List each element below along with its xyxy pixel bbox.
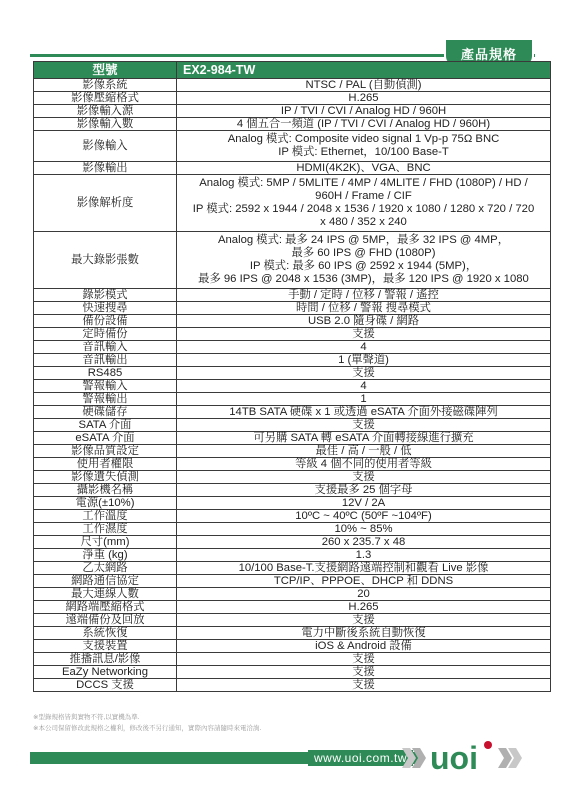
table-row [34,562,551,575]
table-row [34,523,551,536]
table-row [34,393,551,406]
row-label: 最大錄影張數 [34,232,177,289]
row-label: 快速搜尋 [34,302,177,315]
row-label: 音訊輸出 [34,354,177,367]
table-row [34,588,551,601]
row-value: 4 [177,341,551,354]
table-row [34,79,551,92]
row-label: 影像品質設定 [34,445,177,458]
footnote: ※本公司保留修改此規格之權利，修改後不另行通知，實際內容請隨時來電洽詢. [33,725,262,732]
footnote: ※型錄規格皆與實物不符,以實機為準. [33,714,140,721]
row-value: 1 [177,393,551,406]
row-label: 影像輸入源 [34,105,177,118]
row-label: 警報輸出 [34,393,177,406]
row-value: 4 個五合一頻道 (IP / TVI / CVI / Analog HD / 960H) [177,118,551,131]
table-row [34,315,551,328]
table-row [34,92,551,105]
row-value: HDMI(4K2K)、VGA、BNC [177,162,551,175]
row-value: Analog 模式: 5MP / 5MLITE / 4MP / 4MLITE / FHD (1080P) / HD / 960H / Frame / CIF IP 模式: 2592 x 1944 / 2048 x 1536 / 1920 x 1080 / 1280 x 720 / 720 x 480 / 352 x 240 [177,175,551,232]
row-value: Analog 模式: Composite video signal 1 Vp-p 75Ω BNC IP 模式: Ethernet，10/100 Base-T [177,131,551,162]
table-row [34,105,551,118]
row-label: RS485 [34,367,177,380]
row-value: TCP/IP、PPPOE、DHCP 和 DDNS [177,575,551,588]
table-row [34,419,551,432]
row-label: eSATA 介面 [34,432,177,445]
table-row [34,380,551,393]
table-row [34,497,551,510]
row-value: USB 2.0 隨身碟 / 網路 [177,315,551,328]
row-value: 時間 / 位移 / 警報 搜尋模式 [177,302,551,315]
row-value: 20 [177,588,551,601]
row-value: 260 x 235.7 x 48 [177,536,551,549]
row-value: 支援 [177,419,551,432]
row-label: 網路通信協定 [34,575,177,588]
row-label: 影像解析度 [34,175,177,232]
row-label: 錄影模式 [34,289,177,302]
row-label: 影像輸出 [34,162,177,175]
spec-badge: 產品規格 [444,38,534,68]
row-label: 工作濕度 [34,523,177,536]
row-label: 淨重 (kg) [34,549,177,562]
row-value: 10% ~ 85% [177,523,551,536]
table-row [34,575,551,588]
table-row [34,175,551,232]
row-value: iOS & Android 設備 [177,640,551,653]
table-row [34,458,551,471]
row-value: 電力中斷後系統自動恢復 [177,627,551,640]
row-value: 支援 [177,471,551,484]
table-row [34,627,551,640]
row-value: 最佳 / 高 / 一般 / 低 [177,445,551,458]
row-label: 影像輸入 [34,131,177,162]
table-row [34,679,551,692]
row-value: 支援 [177,367,551,380]
table-row [34,471,551,484]
row-label: 硬碟儲存 [34,406,177,419]
row-label: 網路端壓縮格式 [34,601,177,614]
row-value: H.265 [177,601,551,614]
row-value: 1 (單聲道) [177,354,551,367]
spec-table [33,61,551,692]
svg-text:uoi: uoi [430,740,478,776]
table-row [34,666,551,679]
row-value: 等級 4 個不同的使用者等級 [177,458,551,471]
table-row [34,536,551,549]
table-row [34,232,551,289]
row-label: DCCS 支援 [34,679,177,692]
header-label: 型號 [34,62,177,79]
row-label: 音訊輸入 [34,341,177,354]
table-row [34,601,551,614]
uoi-logo [402,738,537,778]
row-label: 攝影機名稱 [34,484,177,497]
row-label: 乙太網路 [34,562,177,575]
row-label: 工作溫度 [34,510,177,523]
row-value: 支援 [177,653,551,666]
row-value: 1.3 [177,549,551,562]
table-row [34,653,551,666]
row-label: 最大連線人數 [34,588,177,601]
row-label: 支援裝置 [34,640,177,653]
row-value: 支援 [177,679,551,692]
row-label: 系統恢復 [34,627,177,640]
model-name: EX2-984-TW [177,62,551,79]
row-value: Analog 模式: 最多 24 IPS @ 5MP，最多 32 IPS @ 4MP， 最多 60 IPS @ FHD (1080P) IP 模式: 最多 60 IPS @ 2592 x 1944 (5MP)， 最多 96 IPS @ 2048 x 1536 (3MP)，最多 120 IPS @ 1920 x 1080 [177,232,551,289]
row-label: 影像壓縮格式 [34,92,177,105]
row-value: 支援 [177,328,551,341]
row-value: IP / TVI / CVI / Analog HD / 960H [177,105,551,118]
row-value: 12V / 2A [177,497,551,510]
row-value: 支援 [177,614,551,627]
table-row [34,118,551,131]
row-value: 手動 / 定時 / 位移 / 警報 / 遙控 [177,289,551,302]
table-row [34,302,551,315]
row-label: 推播訊息/影像 [34,653,177,666]
row-label: 備份設備 [34,315,177,328]
table-row [34,328,551,341]
row-value: 14TB SATA 硬碟 x 1 或透過 eSATA 介面外接磁碟陣列 [177,406,551,419]
table-row [34,367,551,380]
row-value: H.265 [177,92,551,105]
footnotes [33,712,261,734]
row-label: SATA 介面 [34,419,177,432]
table-row [34,354,551,367]
table-row [34,162,551,175]
row-label: 遠端備份及回放 [34,614,177,627]
table-row [34,406,551,419]
row-label: 尺寸(mm) [34,536,177,549]
table-row [34,289,551,302]
row-label: 影像輸入數 [34,118,177,131]
row-value: 支援 [177,666,551,679]
table-row [34,640,551,653]
table-header-row [34,62,551,79]
table-row [34,549,551,562]
row-label: 使用者權限 [34,458,177,471]
row-value: 支援最多 25 個字母 [177,484,551,497]
table-row [34,131,551,162]
row-label: 影像系統 [34,79,177,92]
row-label: 定時備份 [34,328,177,341]
table-row [34,432,551,445]
row-label: 電源(±10%) [34,497,177,510]
row-value: 10/100 Base-T.支援網路遠端控制和觀看 Live 影像 [177,562,551,575]
row-value: 4 [177,380,551,393]
row-value: 10ºC ~ 40ºC (50ºF ~104ºF) [177,510,551,523]
website-url[interactable]: www.uoi.com.tw [308,750,413,766]
row-value: 可另購 SATA 轉 eSATA 介面轉接線進行擴充 [177,432,551,445]
table-row [34,445,551,458]
row-label: 影像遺失偵測 [34,471,177,484]
row-label: EaZy Networking [34,666,177,679]
table-row [34,614,551,627]
row-value: NTSC / PAL (自動偵測) [177,79,551,92]
table-row [34,484,551,497]
table-row [34,510,551,523]
table-row [34,341,551,354]
row-label: 警報輸入 [34,380,177,393]
